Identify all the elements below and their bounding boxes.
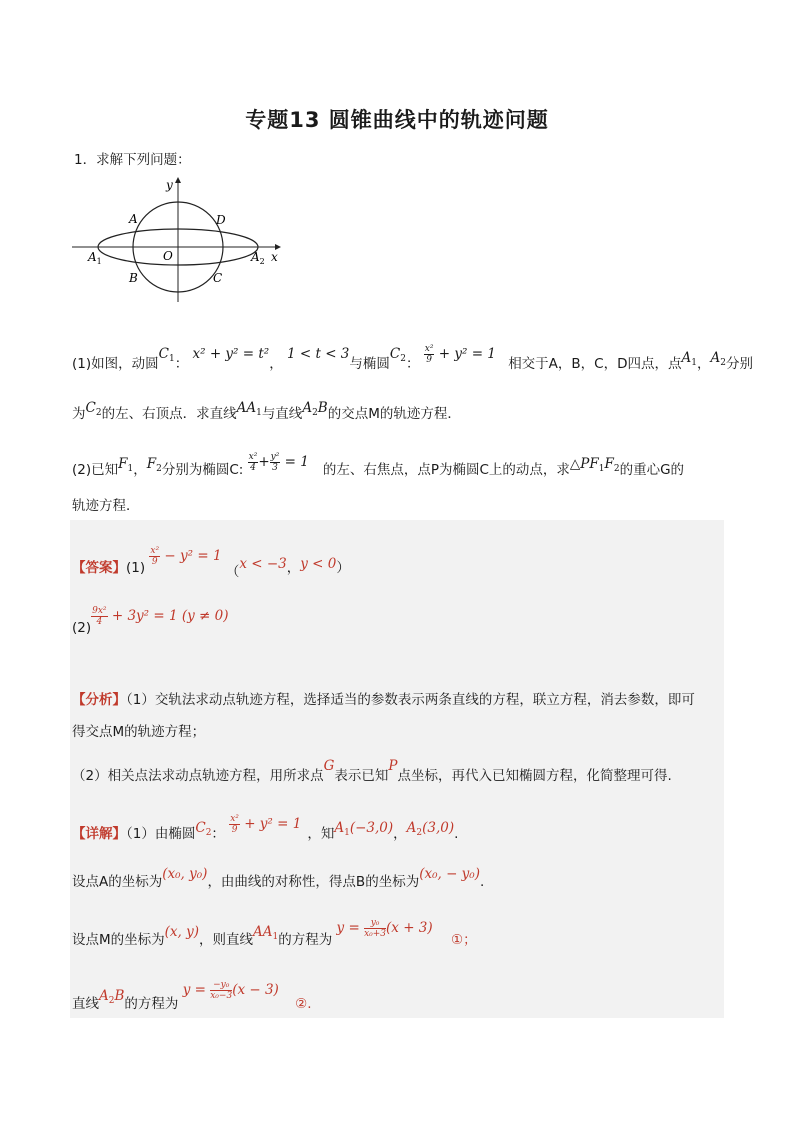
page-title: 专题13 圆锥曲线中的轨迹问题 [245, 108, 549, 132]
answer2-equation: $\frac{\text{9x²}}{4}$ + 3y² = 1 (y ≠ 0) [92, 606, 229, 627]
question-intro: 1．求解下列问题： [74, 152, 191, 168]
detail-line2: 设点A的坐标为(x₀, y₀)，由曲线的对称性，得点B的坐标为(x₀, − y₀). [72, 866, 485, 890]
t-range: 1 < t < 3 [287, 346, 350, 362]
detail-line1: 【详解】（1）由椭圆$C_2$： $\frac{\text{x²}}{9}$ + y² = 1，知$A_1(-3,0)$，$A_2(3,0)$. [72, 814, 459, 842]
part2-line2: 轨迹方程． [72, 498, 140, 514]
line-aa1-equation: y = $\frac{\text{y₀}}{\text{x₀+3}}$ (x + 3) [336, 918, 433, 939]
analysis-tag: 【分析】 [72, 692, 126, 708]
detail-line4: 直线$A_2B$的方程为 y = $\frac{\text{−y₀}}{\text{x₀−3}}$ (x − 3) ②. [72, 980, 312, 1012]
detail-tag: 【详解】 [72, 826, 126, 842]
label-x: x [271, 250, 278, 264]
answer-tag: 【答案】 [72, 560, 126, 576]
ellipse-equation: $\frac{\text{x²}}{9}$ + y² = 1 [424, 344, 496, 365]
label-a1: $A_1$ [88, 250, 102, 266]
part1-line2: 为$C_2$的左、右顶点．求直线$AA_1$与直线$A_2B$的交点M的轨迹方程． [72, 400, 461, 422]
analysis-line2: 得交点M的轨迹方程； [72, 724, 206, 740]
circle-equation: x² + y² = t² [192, 346, 270, 362]
label-d: D [216, 213, 226, 227]
ellipse-circle-figure [68, 172, 290, 306]
ellipse-c-equation: $\frac{\text{x²}}{4}$ + $\frac{\text{y²}}{3}$ = 1 [248, 452, 309, 473]
label-b: B [129, 271, 138, 285]
answer-line1: 【答案】(1) $\frac{\text{x²}}{9}$ − y² = 1 （x < −3，y < 0） [72, 546, 350, 580]
label-y: y [166, 178, 173, 192]
line-a2b-equation: y = $\frac{\text{−y₀}}{\text{x₀−3}}$ (x − 3) [182, 980, 279, 1001]
part1-line1: (1)如图，动圆$C_1$： x² + y² = t²， 1 < t < 3与椭圆$C_2$： $\frac{\text{x²}}{9}$ + y² = 1 相交于A，B，C，D四点，点$A_1$，$A_2$分别 [72, 344, 753, 372]
label-c: C [213, 271, 223, 285]
part2-line1: (2)已知$F_1$，$F_2$分别为椭圆C: $\frac{\text{x²}}{4}$ + $\frac{\text{y²}}{3}$ = 1 的左、右焦点，点P为椭圆C上的动点，求$\triangle PF_1F_2$的重心G的 [72, 452, 685, 478]
analysis-line3: （2）相关点法求动点轨迹方程，用所求点G表示已知P点坐标，再代入已知椭圆方程，化简整理可得. [72, 758, 672, 784]
answer1-equation: $\frac{\text{x²}}{9}$ − y² = 1 [150, 546, 222, 567]
answer-line2: (2) $\frac{\text{9x²}}{4}$ + 3y² = 1 (y ≠ 0) [72, 606, 229, 636]
detail-line3: 设点M的坐标为(x, y)，则直线$AA_1$的方程为 y = $\frac{\text{y₀}}{\text{x₀+3}}$ (x + 3) ①； [72, 918, 477, 948]
label-a2: $A_2$ [251, 250, 265, 266]
analysis-line1: 【分析】（1）交轨法求动点轨迹方程，选择适当的参数表示两条直线的方程，联立方程，消去参数，即可 [72, 692, 695, 708]
label-a: A [129, 212, 138, 226]
label-o: O [163, 249, 173, 263]
